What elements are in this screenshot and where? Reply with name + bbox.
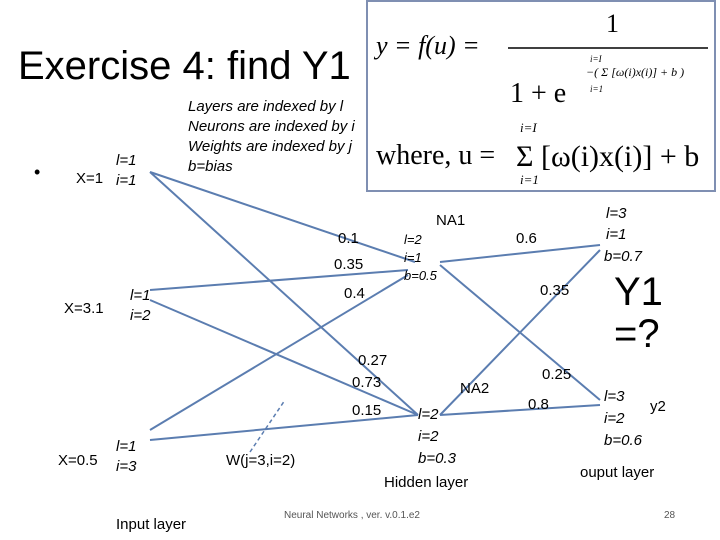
neuron-na1-bias: b=0.5 (404, 268, 437, 283)
slide-title: Exercise 4: find Y1 (18, 44, 351, 88)
hidden-layer-label: Hidden layer (384, 474, 469, 491)
output2-layer: l=3 (604, 388, 625, 405)
formula-where-sum: Σ [ω(i)x(i)] + b (516, 140, 700, 173)
weight-label: 0.15 (352, 402, 382, 419)
formula-sum-bottom: i=1 (520, 172, 539, 187)
note-bias: b=bias (188, 158, 233, 175)
note-neurons: Neurons are indexed by i (188, 118, 355, 135)
weight-callout-label: W(j=3,i=2) (226, 452, 296, 469)
output2-name: y2 (650, 398, 666, 415)
weight-callout-line (250, 400, 285, 452)
formula-box (366, 0, 716, 192)
weight-label: 0.35 (540, 282, 570, 299)
input3-index: i=3 (116, 458, 137, 475)
input1-index: i=1 (116, 172, 137, 189)
output1-index: i=1 (606, 226, 627, 243)
weight-label: 0.73 (352, 374, 382, 391)
neuron-na2-bias: b=0.3 (418, 450, 456, 467)
weight-label: 0.35 (334, 256, 364, 273)
input2-value: X=3.1 (64, 300, 104, 317)
weight-label: 0.6 (516, 230, 537, 247)
neuron-na1-layer: l=2 (404, 232, 422, 247)
input3-layer: l=1 (116, 438, 137, 455)
output-layer-label: ouput layer (580, 464, 655, 481)
footer-text: Neural Networks , ver. v.0.1.e2 (284, 510, 420, 521)
neuron-na1-name: NA1 (436, 212, 466, 229)
edge-na1-out1 (440, 245, 600, 262)
formula-exp-sum-top: i=I (590, 54, 602, 64)
formula-lhs: y = f(u) = (376, 31, 480, 60)
input2-index: i=2 (130, 307, 151, 324)
neuron-na2-index: i=2 (418, 428, 439, 445)
formula-where: where, u = (376, 140, 496, 171)
formula-exp-sum-bottom: i=1 (590, 84, 604, 94)
weight-label: 0.4 (344, 285, 365, 302)
output2-index: i=2 (604, 410, 625, 427)
input1-value: X=1 (76, 170, 104, 187)
input-layer-label: Input layer (116, 516, 187, 533)
formula-sum-top: i=I (520, 120, 537, 135)
output1-bias: b=0.7 (604, 248, 642, 265)
output1-layer: l=3 (606, 205, 627, 222)
neuron-na1-index: i=1 (404, 250, 422, 265)
output1-question: =? (614, 312, 660, 356)
formula-exponent: −( Σ [ω(i)x(i)] + b ) (586, 65, 685, 79)
output2-bias: b=0.6 (604, 432, 642, 449)
note-layers: Layers are indexed by l (188, 98, 344, 115)
formula-denominator: 1 + e (510, 78, 567, 109)
weight-label: 0.25 (542, 366, 572, 383)
note-weights: Weights are indexed by j (188, 138, 352, 155)
edge-x2-na1 (150, 270, 408, 290)
formula-svg (368, 2, 714, 190)
input3-value: X=0.5 (58, 452, 98, 469)
weight-label: 0.1 (338, 230, 359, 247)
formula-numerator: 1 (606, 9, 619, 38)
neuron-na2-layer: l=2 (418, 406, 439, 423)
weight-label: 0.27 (358, 352, 388, 369)
page-number: 28 (664, 510, 676, 521)
input2-layer: l=1 (130, 287, 151, 304)
bullet: • (34, 162, 41, 182)
output1-name: Y1 (614, 270, 663, 314)
edge-na2-out2 (440, 405, 600, 415)
input1-layer: l=1 (116, 152, 137, 169)
neuron-na2-name: NA2 (460, 380, 490, 397)
weight-label: 0.8 (528, 396, 549, 413)
